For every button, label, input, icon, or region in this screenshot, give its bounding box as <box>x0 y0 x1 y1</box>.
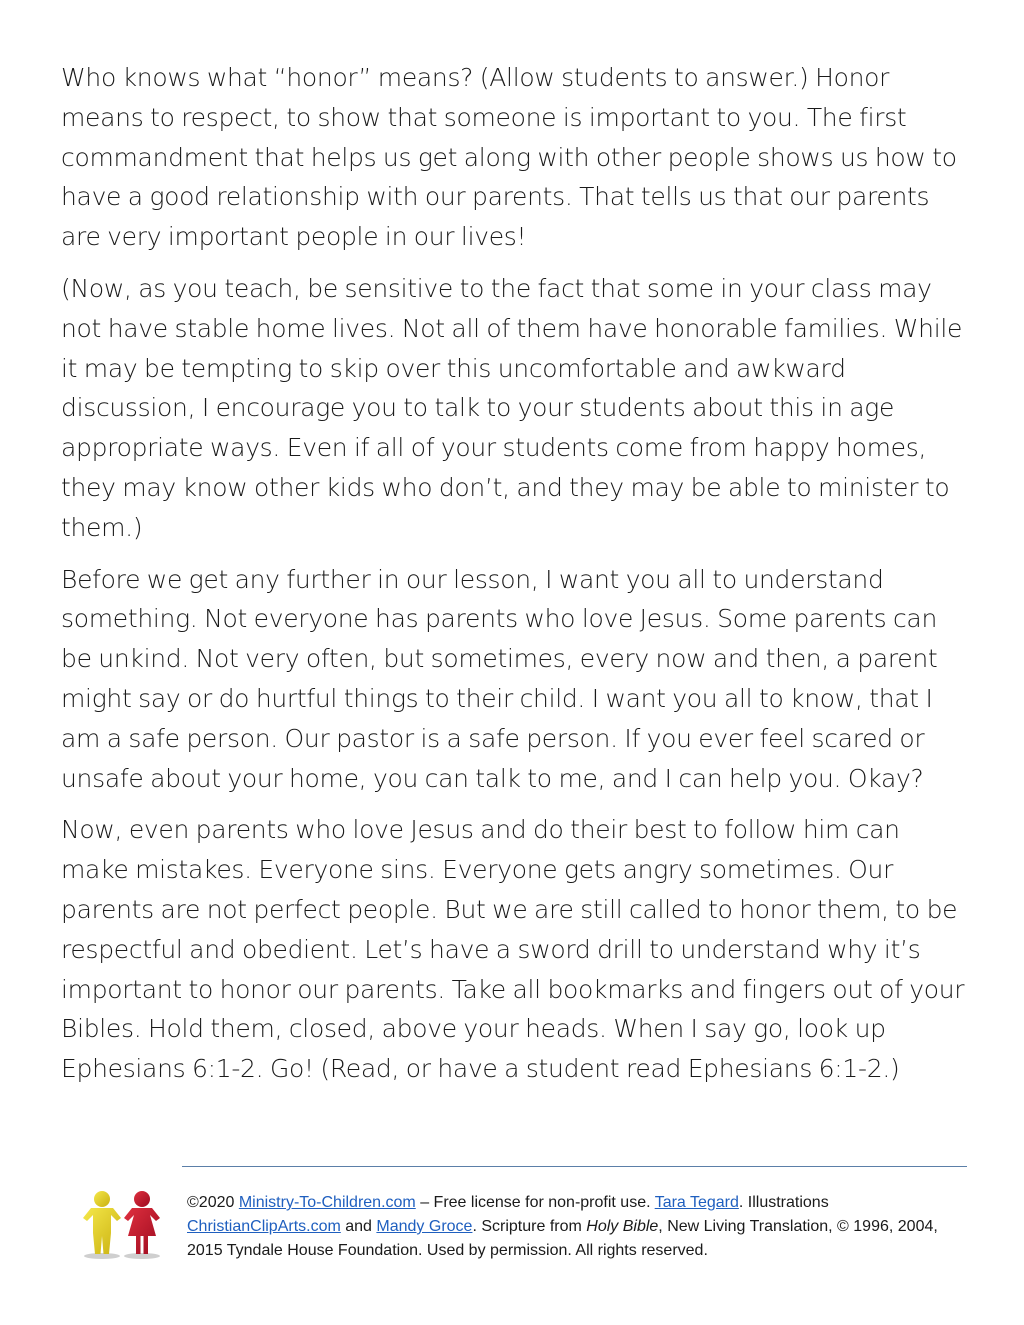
paragraph-honor-meaning: Who knows what “honor” means? (Allow students to answer.) Honor means to respect, to show that someone is important to you. The first commandment that helps us get along with other people shows us how to have a good relationship with our parents. That tells us that our parents are very important people in our lives! <box>61 63 957 252</box>
license-text: – Free license for non-profit use. <box>415 1194 655 1211</box>
author-link[interactable]: Tara Tegard <box>654 1194 739 1211</box>
illustrations-text: . Illustrations <box>738 1194 829 1211</box>
paper-children-figures-icon <box>78 1188 168 1260</box>
bible-title: Holy Bible <box>586 1218 659 1235</box>
paragraph-teacher-note: (Now, as you teach, be sensitive to the fact that some in your class may not have stable home lives. Not all of them have honorable families. While it may be tempting to skip over this uncomfortable and awkward discussion, I encourage you to talk to your students about this in age appropriate ways. Even if all of your students come from happy homes, they may know other kids who don’t, and they may be able to minister to them.) <box>61 273 963 542</box>
scripture-text: . Scripture from <box>472 1218 587 1235</box>
translation-text: , New Living Translation, © 1996, 2004, 2015 Tyndale House Foundation. Used by permission. All rights reserved. <box>187 1218 938 1259</box>
footer-credits <box>187 1191 977 1263</box>
illustrator-link[interactable]: Mandy Groce <box>376 1218 473 1235</box>
paragraph-safe-person: Before we get any further in our lesson, I want you all to understand something. Not everyone has parents who love Jesus. Some parents can be unkind. Not very often, but sometimes, every now and then, a parent might say or do hurtful things to their child. I want you all to know, that I am a safe person. Our pastor is a safe person. If you ever feel scared or unsafe about your home, you can talk to me, and I can help you. Okay? <box>61 564 938 793</box>
and-text: and <box>340 1218 377 1235</box>
christian-cliparts-link[interactable]: ChristianClipArts.com <box>187 1218 341 1235</box>
ministry-to-children-link[interactable]: Ministry-To-Children.com <box>238 1194 416 1211</box>
copyright-text: ©2020 <box>187 1194 239 1211</box>
footer-divider <box>182 1166 967 1167</box>
paragraph-sword-drill: Now, even parents who love Jesus and do their best to follow him can make mistakes. Everyone sins. Everyone gets angry sometimes. Our parents are not perfect people. But we are still called to honor them, to be respectful and obedient. Let’s have a sword drill to understand why it’s important to honor our parents. Take all bookmarks and fingers out of your Bibles. Hold them, closed, above your heads. When I say go, look up Ephesians 6:1-2. Go! (Read, or have a student read Ephesians 6:1-2.) <box>61 815 965 1084</box>
lesson-body <box>61 58 973 1101</box>
